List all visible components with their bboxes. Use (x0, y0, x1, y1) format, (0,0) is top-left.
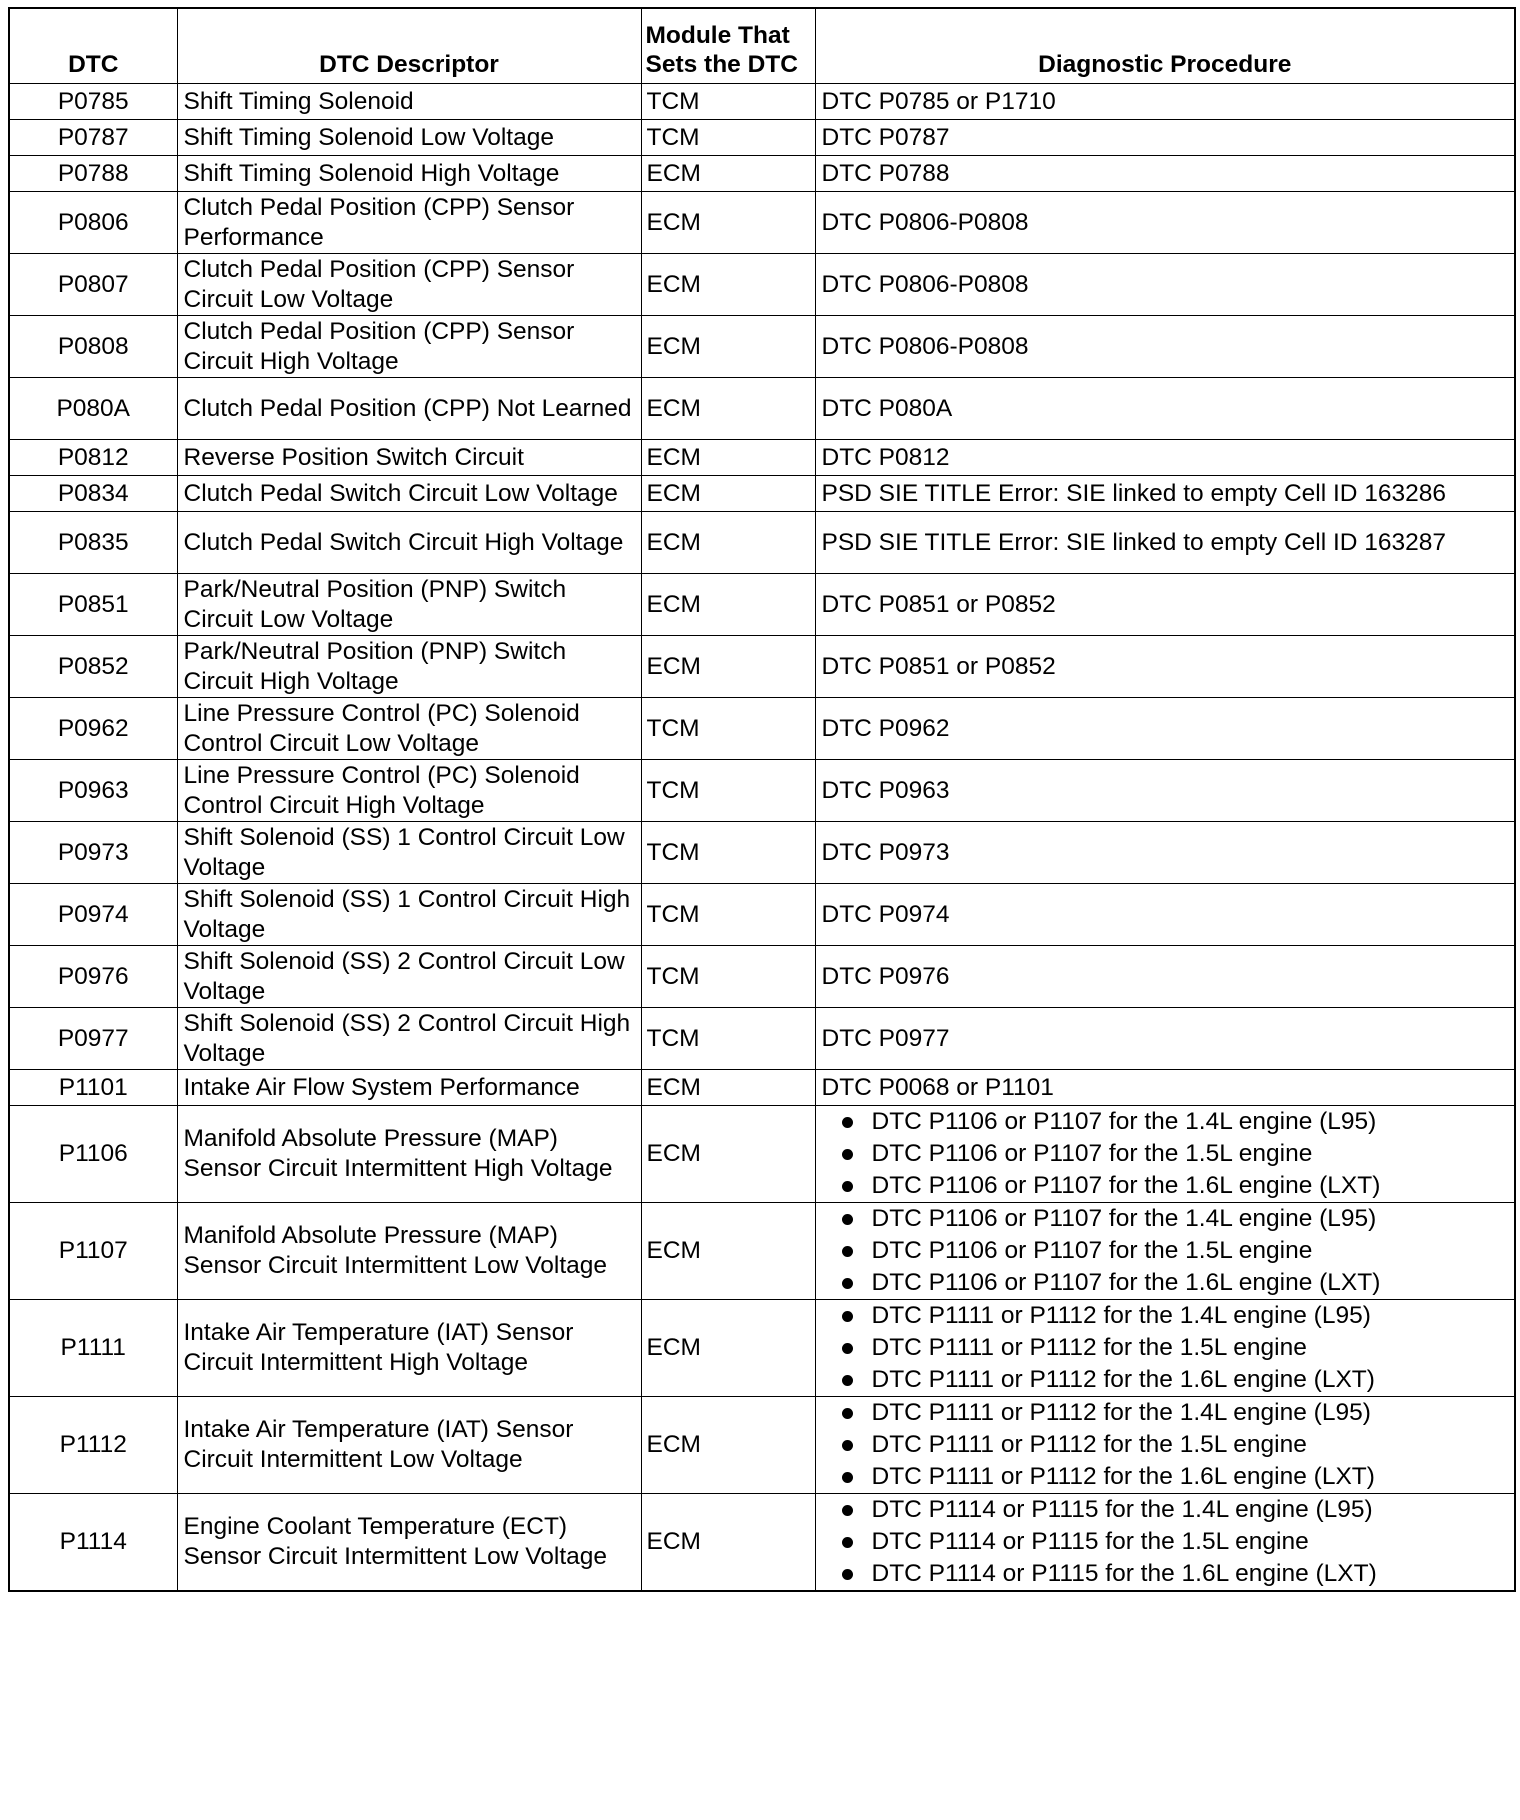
dtc-code-cell: P0787 (9, 120, 177, 156)
diagnostic-procedure-cell (815, 884, 1515, 946)
procedure-link[interactable]: DTC P0788 (821, 159, 950, 187)
module-cell: TCM (641, 822, 815, 884)
module-cell: TCM (641, 84, 815, 120)
table-row (9, 636, 1515, 698)
table-row (9, 156, 1515, 192)
procedure-link[interactable]: DTC P0812 (821, 443, 950, 471)
list-item (822, 1558, 1509, 1590)
procedure-list (822, 1203, 1509, 1299)
diagnostic-procedure-cell (815, 378, 1515, 440)
procedure-list (822, 1106, 1509, 1202)
list-item (822, 1332, 1509, 1364)
procedure-link[interactable]: DTC P0963 (821, 776, 950, 804)
module-cell: TCM (641, 120, 815, 156)
procedure-link[interactable]: DTC P1106 or P1107 for the 1.4L engine (L95) (871, 1108, 1377, 1135)
table-row (9, 254, 1515, 316)
module-cell: TCM (641, 698, 815, 760)
header-module: Module That Sets the DTC (641, 8, 815, 84)
module-cell: TCM (641, 946, 815, 1008)
table-row (9, 1397, 1515, 1494)
procedure-link[interactable]: DTC P1106 or P1107 for the 1.6L engine (LXT) (871, 1269, 1381, 1296)
bullet-icon (842, 1278, 853, 1289)
module-cell: ECM (641, 1070, 815, 1106)
header-dtc: DTC (9, 8, 177, 84)
procedure-link[interactable]: DTC P1114 or P1115 for the 1.5L engine (871, 1528, 1309, 1555)
table-row (9, 1106, 1515, 1203)
diagnostic-procedure-cell (815, 1397, 1515, 1494)
module-cell: ECM (641, 1494, 815, 1592)
procedure-list (822, 1300, 1509, 1396)
dtc-descriptor-cell: Manifold Absolute Pressure (MAP) Sensor Circuit Intermittent High Voltage (177, 1106, 641, 1203)
diagnostic-procedure-cell (815, 760, 1515, 822)
dtc-descriptor-cell: Shift Solenoid (SS) 2 Control Circuit Low Voltage (177, 946, 641, 1008)
dtc-code-cell: P1112 (9, 1397, 177, 1494)
procedure-link[interactable]: DTC P080A (821, 394, 953, 422)
table-row (9, 378, 1515, 440)
list-item (822, 1106, 1509, 1138)
dtc-descriptor-cell: Shift Solenoid (SS) 1 Control Circuit High Voltage (177, 884, 641, 946)
module-cell: ECM (641, 1397, 815, 1494)
procedure-link[interactable]: PSD SIE TITLE Error: SIE linked to empty Cell ID 163286 (821, 479, 1447, 507)
dtc-code-cell: P0974 (9, 884, 177, 946)
diagnostic-procedure-cell (815, 1300, 1515, 1397)
dtc-descriptor-cell: Intake Air Temperature (IAT) Sensor Circuit Intermittent High Voltage (177, 1300, 641, 1397)
list-item (822, 1461, 1509, 1493)
procedure-link[interactable]: DTC P0977 (821, 1024, 950, 1052)
module-cell: ECM (641, 156, 815, 192)
diagnostic-procedure-cell (815, 476, 1515, 512)
list-item (822, 1300, 1509, 1332)
header-dtc-descriptor: DTC Descriptor (177, 8, 641, 84)
diagnostic-procedure-cell (815, 440, 1515, 476)
procedure-link[interactable]: DTC P1111 or P1112 for the 1.5L engine (871, 1431, 1307, 1458)
dtc-table (8, 7, 1516, 1592)
dtc-descriptor-cell: Shift Solenoid (SS) 1 Control Circuit Low Voltage (177, 822, 641, 884)
table-row (9, 440, 1515, 476)
dtc-descriptor-cell: Park/Neutral Position (PNP) Switch Circuit Low Voltage (177, 574, 641, 636)
procedure-link[interactable]: DTC P0806-P0808 (821, 332, 1029, 360)
dtc-descriptor-cell: Shift Timing Solenoid (177, 84, 641, 120)
dtc-descriptor-cell: Shift Timing Solenoid Low Voltage (177, 120, 641, 156)
procedure-link[interactable]: DTC P0068 or P1101 (821, 1073, 1054, 1101)
procedure-link[interactable]: DTC P1111 or P1112 for the 1.5L engine (871, 1334, 1307, 1361)
procedure-link[interactable]: DTC P1114 or P1115 for the 1.6L engine (LXT) (871, 1560, 1377, 1587)
diagnostic-procedure-cell (815, 120, 1515, 156)
dtc-code-cell: P0834 (9, 476, 177, 512)
table-header-row (9, 8, 1515, 84)
dtc-descriptor-cell: Intake Air Temperature (IAT) Sensor Circuit Intermittent Low Voltage (177, 1397, 641, 1494)
list-item (822, 1429, 1509, 1461)
dtc-code-cell: P1106 (9, 1106, 177, 1203)
bullet-icon (842, 1408, 853, 1419)
diagnostic-procedure-cell (815, 1106, 1515, 1203)
dtc-code-cell: P0807 (9, 254, 177, 316)
procedure-link[interactable]: DTC P0806-P0808 (821, 270, 1029, 298)
diagnostic-procedure-cell (815, 1494, 1515, 1592)
diagnostic-procedure-cell (815, 946, 1515, 1008)
dtc-descriptor-cell: Park/Neutral Position (PNP) Switch Circuit High Voltage (177, 636, 641, 698)
bullet-icon (842, 1440, 853, 1451)
dtc-code-cell: P0852 (9, 636, 177, 698)
table-row (9, 1070, 1515, 1106)
list-item (822, 1526, 1509, 1558)
table-row (9, 1300, 1515, 1397)
module-cell: ECM (641, 254, 815, 316)
dtc-descriptor-cell: Clutch Pedal Position (CPP) Sensor Performance (177, 192, 641, 254)
dtc-descriptor-cell: Clutch Pedal Position (CPP) Sensor Circuit Low Voltage (177, 254, 641, 316)
dtc-code-cell: P0808 (9, 316, 177, 378)
dtc-code-cell: P0785 (9, 84, 177, 120)
bullet-icon (842, 1311, 853, 1322)
diagnostic-procedure-cell (815, 1203, 1515, 1300)
bullet-icon (842, 1472, 853, 1483)
procedure-link[interactable]: DTC P1111 or P1112 for the 1.4L engine (L95) (871, 1302, 1371, 1329)
dtc-descriptor-cell: Clutch Pedal Position (CPP) Not Learned (177, 378, 641, 440)
procedure-link[interactable]: DTC P1106 or P1107 for the 1.5L engine (871, 1237, 1313, 1264)
procedure-link[interactable]: DTC P1114 or P1115 for the 1.4L engine (L95) (871, 1496, 1373, 1523)
bullet-icon (842, 1375, 853, 1386)
procedure-link[interactable]: DTC P0974 (821, 900, 950, 928)
diagnostic-procedure-cell (815, 1070, 1515, 1106)
dtc-descriptor-cell: Shift Solenoid (SS) 2 Control Circuit High Voltage (177, 1008, 641, 1070)
table-row (9, 120, 1515, 156)
diagnostic-procedure-cell (815, 156, 1515, 192)
module-cell: TCM (641, 760, 815, 822)
list-item (822, 1170, 1509, 1202)
dtc-code-cell: P0851 (9, 574, 177, 636)
table-row (9, 316, 1515, 378)
table-row (9, 946, 1515, 1008)
procedure-link[interactable]: DTC P0851 or P0852 (821, 652, 1056, 680)
dtc-code-cell: P080A (9, 378, 177, 440)
table-row (9, 1494, 1515, 1592)
module-cell: ECM (641, 1300, 815, 1397)
procedure-link[interactable]: DTC P1106 or P1107 for the 1.4L engine (L95) (871, 1205, 1377, 1232)
dtc-descriptor-cell: Clutch Pedal Position (CPP) Sensor Circuit High Voltage (177, 316, 641, 378)
table-row (9, 512, 1515, 574)
procedure-link[interactable]: PSD SIE TITLE Error: SIE linked to empty Cell ID 163287 (821, 528, 1447, 556)
table-body (9, 84, 1515, 1592)
table-row (9, 192, 1515, 254)
table-row (9, 884, 1515, 946)
dtc-code-cell: P0788 (9, 156, 177, 192)
table-row (9, 1008, 1515, 1070)
bullet-icon (842, 1214, 853, 1225)
diagnostic-procedure-cell (815, 254, 1515, 316)
module-cell: ECM (641, 1106, 815, 1203)
procedure-link[interactable]: DTC P0976 (821, 962, 950, 990)
dtc-descriptor-cell: Clutch Pedal Switch Circuit High Voltage (177, 512, 641, 574)
procedure-link[interactable]: DTC P1111 or P1112 for the 1.6L engine (LXT) (871, 1463, 1375, 1490)
procedure-link[interactable]: DTC P0962 (821, 714, 950, 742)
table-row (9, 574, 1515, 636)
dtc-descriptor-cell: Intake Air Flow System Performance (177, 1070, 641, 1106)
dtc-code-cell: P1101 (9, 1070, 177, 1106)
module-cell: TCM (641, 1008, 815, 1070)
module-cell: ECM (641, 440, 815, 476)
diagnostic-procedure-cell (815, 822, 1515, 884)
dtc-descriptor-cell: Line Pressure Control (PC) Solenoid Control Circuit High Voltage (177, 760, 641, 822)
dtc-descriptor-cell: Manifold Absolute Pressure (MAP) Sensor Circuit Intermittent Low Voltage (177, 1203, 641, 1300)
list-item (822, 1494, 1509, 1526)
dtc-code-cell: P1114 (9, 1494, 177, 1592)
list-item (822, 1364, 1509, 1396)
procedure-link[interactable]: DTC P1111 or P1112 for the 1.6L engine (LXT) (871, 1366, 1375, 1393)
bullet-icon (842, 1149, 853, 1160)
diagnostic-procedure-cell (815, 316, 1515, 378)
list-item (822, 1203, 1509, 1235)
header-diagnostic-procedure: Diagnostic Procedure (815, 8, 1515, 84)
procedure-link[interactable]: DTC P0851 or P0852 (821, 590, 1056, 618)
diagnostic-procedure-cell (815, 512, 1515, 574)
module-cell: ECM (641, 1203, 815, 1300)
procedure-link[interactable]: DTC P1106 or P1107 for the 1.6L engine (LXT) (871, 1172, 1381, 1199)
module-cell: ECM (641, 378, 815, 440)
module-cell: TCM (641, 884, 815, 946)
bullet-icon (842, 1246, 853, 1257)
dtc-code-cell: P0835 (9, 512, 177, 574)
dtc-code-cell: P1107 (9, 1203, 177, 1300)
list-item (822, 1138, 1509, 1170)
bullet-icon (842, 1117, 853, 1128)
module-cell: ECM (641, 476, 815, 512)
list-item (822, 1267, 1509, 1299)
dtc-code-cell: P0973 (9, 822, 177, 884)
procedure-link[interactable]: DTC P1106 or P1107 for the 1.5L engine (871, 1140, 1313, 1167)
diagnostic-procedure-cell (815, 698, 1515, 760)
module-cell: ECM (641, 316, 815, 378)
bullet-icon (842, 1569, 853, 1580)
procedure-link[interactable]: DTC P0806-P0808 (821, 208, 1029, 236)
procedure-list (822, 1397, 1509, 1493)
procedure-link[interactable]: DTC P0787 (821, 123, 950, 151)
list-item (822, 1235, 1509, 1267)
dtc-descriptor-cell: Reverse Position Switch Circuit (177, 440, 641, 476)
diagnostic-procedure-cell (815, 192, 1515, 254)
diagnostic-procedure-cell (815, 84, 1515, 120)
dtc-code-cell: P0812 (9, 440, 177, 476)
dtc-code-cell: P0977 (9, 1008, 177, 1070)
procedure-link[interactable]: DTC P0973 (821, 838, 950, 866)
table-row (9, 1203, 1515, 1300)
bullet-icon (842, 1343, 853, 1354)
bullet-icon (842, 1181, 853, 1192)
dtc-descriptor-cell: Clutch Pedal Switch Circuit Low Voltage (177, 476, 641, 512)
procedure-link[interactable]: DTC P1111 or P1112 for the 1.4L engine (L95) (871, 1399, 1371, 1426)
dtc-code-cell: P0976 (9, 946, 177, 1008)
dtc-code-cell: P0806 (9, 192, 177, 254)
table-row (9, 822, 1515, 884)
module-cell: ECM (641, 574, 815, 636)
dtc-code-cell: P0962 (9, 698, 177, 760)
diagnostic-procedure-cell (815, 1008, 1515, 1070)
module-cell: ECM (641, 192, 815, 254)
table-row (9, 476, 1515, 512)
bullet-icon (842, 1505, 853, 1516)
table-row (9, 84, 1515, 120)
dtc-descriptor-cell: Engine Coolant Temperature (ECT) Sensor Circuit Intermittent Low Voltage (177, 1494, 641, 1592)
module-cell: ECM (641, 512, 815, 574)
module-cell: ECM (641, 636, 815, 698)
dtc-descriptor-cell: Line Pressure Control (PC) Solenoid Control Circuit Low Voltage (177, 698, 641, 760)
diagnostic-procedure-cell (815, 574, 1515, 636)
procedure-list (822, 1494, 1509, 1590)
dtc-code-cell: P1111 (9, 1300, 177, 1397)
procedure-link[interactable]: DTC P0785 or P1710 (821, 87, 1056, 115)
diagnostic-procedure-cell (815, 636, 1515, 698)
dtc-descriptor-cell: Shift Timing Solenoid High Voltage (177, 156, 641, 192)
bullet-icon (842, 1537, 853, 1548)
dtc-code-cell: P0963 (9, 760, 177, 822)
table-row (9, 698, 1515, 760)
table-row (9, 760, 1515, 822)
list-item (822, 1397, 1509, 1429)
